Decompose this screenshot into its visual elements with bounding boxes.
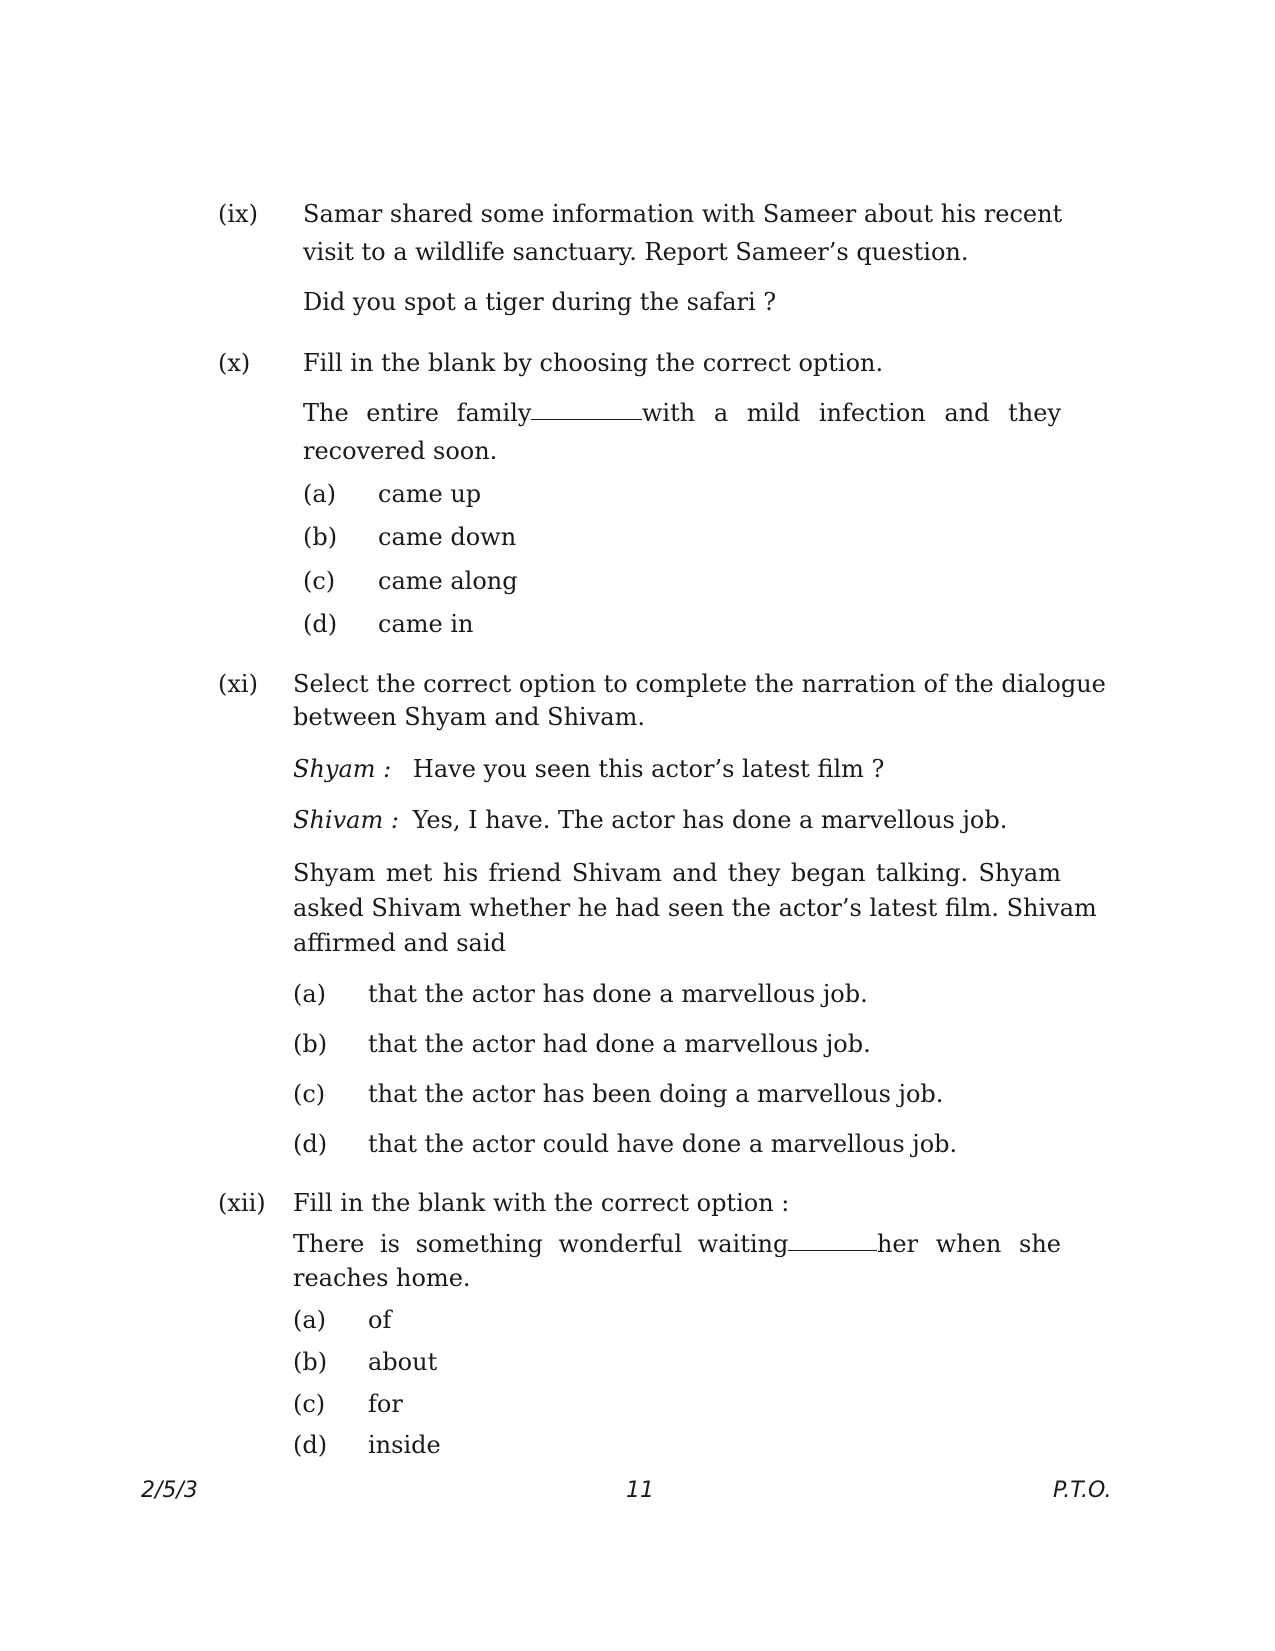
option-text: came up [378,480,482,508]
option-label: (d) [293,1130,328,1158]
dialogue-line [293,806,1007,834]
question-xi-instruction-line2: between Shyam and Shivam. [293,703,645,731]
dialogue-speaker: Shyam : [293,755,392,783]
option-label: (c) [303,567,336,595]
option-label: (b) [293,1030,328,1058]
dialogue-line [293,755,884,783]
dialogue-speaker: Shivam : [293,806,399,834]
question-xii-instruction: Fill in the blank with the correct option : [293,1189,790,1217]
question-number-x: (x) [218,349,251,377]
question-x-instruction: Fill in the blank by choosing the correct option. [303,349,884,377]
option-label: (a) [293,980,327,1008]
option-text: came along [378,567,518,595]
narration-line3: affirmed and said [293,929,506,957]
option-text: came in [378,610,474,638]
question-x-sentence-part2: with a mild infection and they [641,399,1061,427]
option-text: of [368,1306,392,1334]
option-label: (c) [293,1390,326,1418]
fill-in-blank [788,1230,877,1251]
option-text: that the actor has done a marvellous job. [368,980,868,1008]
option-text: that the actor could have done a marvellous job. [368,1130,958,1158]
narration-line2: asked Shivam whether he had seen the actor’s latest film. Shivam [293,894,1097,922]
question-xi-instruction-line1: Select the correct option to complete the narration of the dialogue [293,670,1106,698]
option-label: (d) [303,610,338,638]
question-xii-sentence-line2: reaches home. [293,1264,471,1292]
option-text: that the actor has been doing a marvellous job. [368,1080,944,1108]
option-text: that the actor had done a marvellous job. [368,1030,871,1058]
option-text: for [368,1390,403,1418]
option-label: (a) [293,1306,327,1334]
question-x-sentence-part1: The entire family [303,399,532,427]
pto-label: P.T.O. [1053,1478,1112,1503]
dialogue-text: Have you seen this actor’s latest film ? [412,755,885,783]
option-text: inside [368,1431,441,1459]
option-label: (a) [303,480,337,508]
question-number-xi: (xi) [218,670,258,698]
option-label: (b) [293,1348,328,1376]
fill-in-blank [531,399,641,420]
question-ix-instruction-line1: Samar shared some information with Sameer about his recent [303,200,1063,228]
paper-code: 2/5/3 [141,1478,198,1503]
question-number-ix: (ix) [218,200,258,228]
page-number: 11 [626,1478,654,1503]
option-label: (b) [303,523,338,551]
question-number-xii: (xii) [218,1189,266,1217]
option-label: (c) [293,1080,326,1108]
narration-line1: Shyam met his friend Shivam and they began talking. Shyam [293,859,1061,887]
dialogue-text: Yes, I have. The actor has done a marvellous job. [412,806,1008,834]
question-xii-sentence-line1 [293,1230,1061,1258]
question-x-sentence-line2: recovered soon. [303,437,498,465]
question-ix-sentence: Did you spot a tiger during the safari ? [303,288,777,316]
question-ix-instruction-line2: visit to a wildlife sanctuary. Report Sameer’s question. [303,238,969,266]
question-xii-sentence-part2: her when she [876,1230,1061,1258]
option-label: (d) [293,1431,328,1459]
option-text: about [368,1348,438,1376]
option-text: came down [378,523,517,551]
question-x-sentence-line1 [303,399,1061,427]
question-xii-sentence-part1: There is something wonderful waiting [293,1230,789,1258]
